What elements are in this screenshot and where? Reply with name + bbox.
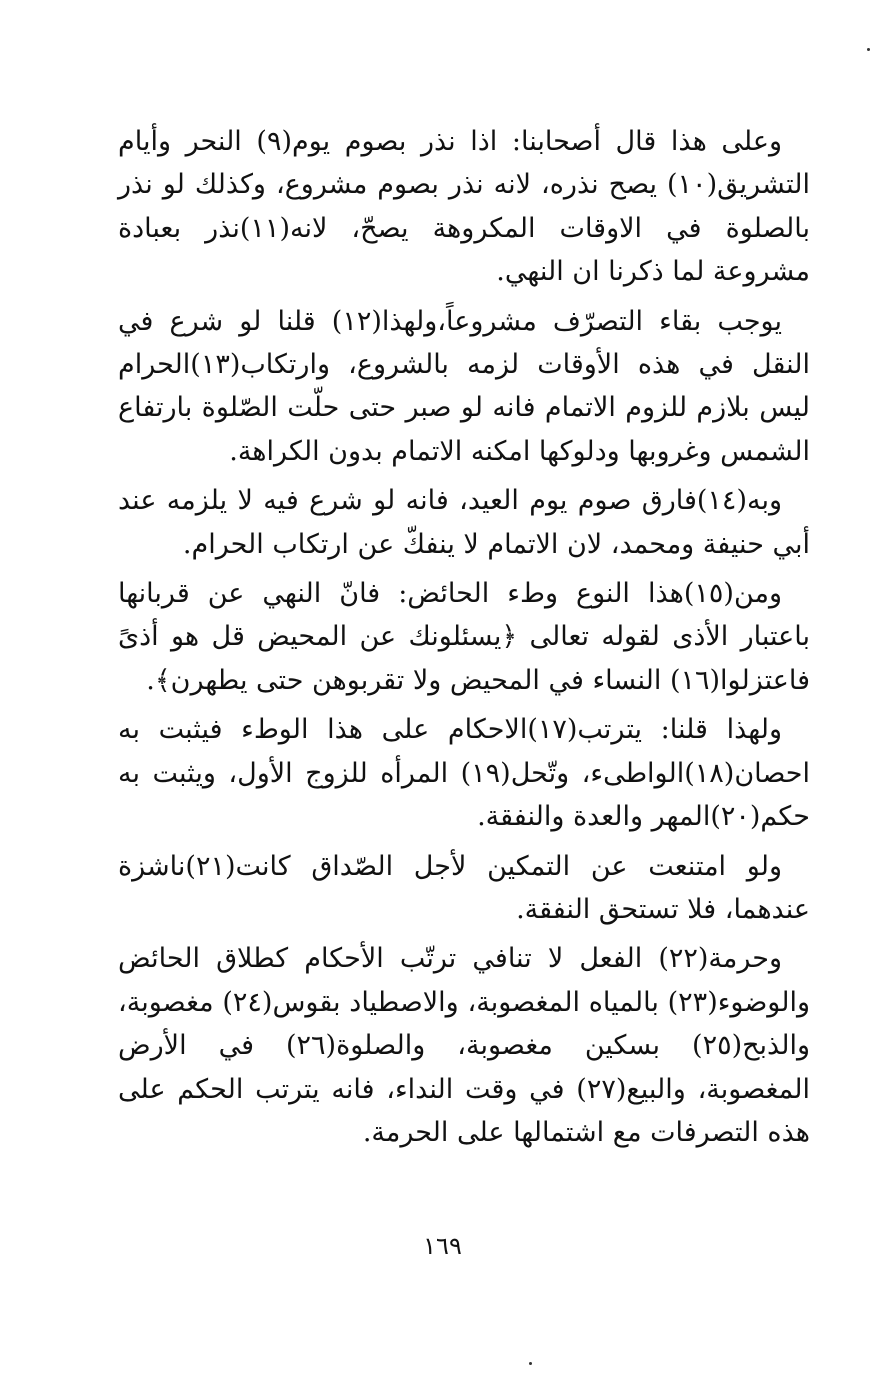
paragraph-5: ولهذا قلنا: يترتب(١٧)الاحكام على هذا الوطء فيثبت به احصان(١٨)الواطىء، وتّحل(١٩) المرأه للزوج الأول، ويثبت به حكم(٢٠)المهر والعدة والنفقة.	[118, 714, 810, 833]
paragraph-1: وعلى هذا قال أصحابنا: اذا نذر بصوم يوم(٩) النحر وأيام التشريق(١٠) يصح نذره، لانه نذر بصوم مشروع، وكذلك لو نذر بالصلوة في الاوقات المكروهة يصحّ، لانه(١١)نذر بعبادة مشروعة لما ذكرنا ان النهي.	[118, 126, 810, 288]
page-body	[118, 120, 810, 1160]
page-number: ١٦٩	[423, 1232, 462, 1260]
paragraph-3: وبه(١٤)فارق صوم يوم العيد، فانه لو شرع فيه لا يلزمه عند أبي حنيفة ومحمد، لان الاتمام لا ينفكّ عن ارتكاب الحرام.	[118, 485, 810, 560]
paragraph-6: ولو امتنعت عن التمكين لأجل الصّداق كانت(٢١)ناشزة عندهما، فلا تستحق النفقة.	[118, 850, 810, 925]
paragraph-4: ومن(١٥)هذا النوع وطء الحائض: فانّ النهي عن قربانها باعتبار الأذى لقوله تعالى ﴿يسئلونك عن المحيض قل هو أذىً فاعتزلوا(١٦) النساء في المحيض ولا تقربوهن حتى يطهرن﴾.	[118, 578, 810, 696]
scan-speck	[867, 48, 870, 51]
scan-speck	[529, 1362, 532, 1365]
paragraph-2: يوجب بقاء التصرّف مشروعاً،ولهذا(١٢) قلنا لو شرع في النقل في هذه الأوقات لزمه بالشروع، وارتكاب(١٣)الحرام ليس بلازم للزوم الاتمام فانه لو صبر حتى حلّت الصّلوة بارتفاع الشمس وغروبها ودلوكها امكنه الاتمام بدون الكراهة.	[118, 305, 810, 467]
paragraph-7: وحرمة(٢٢) الفعل لا تنافي ترتّب الأحكام كطلاق الحائض والوضوء(٢٣) بالمياه المغصوبة، والاصطياد بقوس(٢٤) مغصوبة، والذبح(٢٥) بسكين مغصوبة، والصلوة(٢٦) في الأرض المغصوبة، والبيع(٢٧) في وقت النداء، فانه يترتب الحكم على هذه التصرفات مع اشتمالها على الحرمة.	[118, 943, 811, 1148]
